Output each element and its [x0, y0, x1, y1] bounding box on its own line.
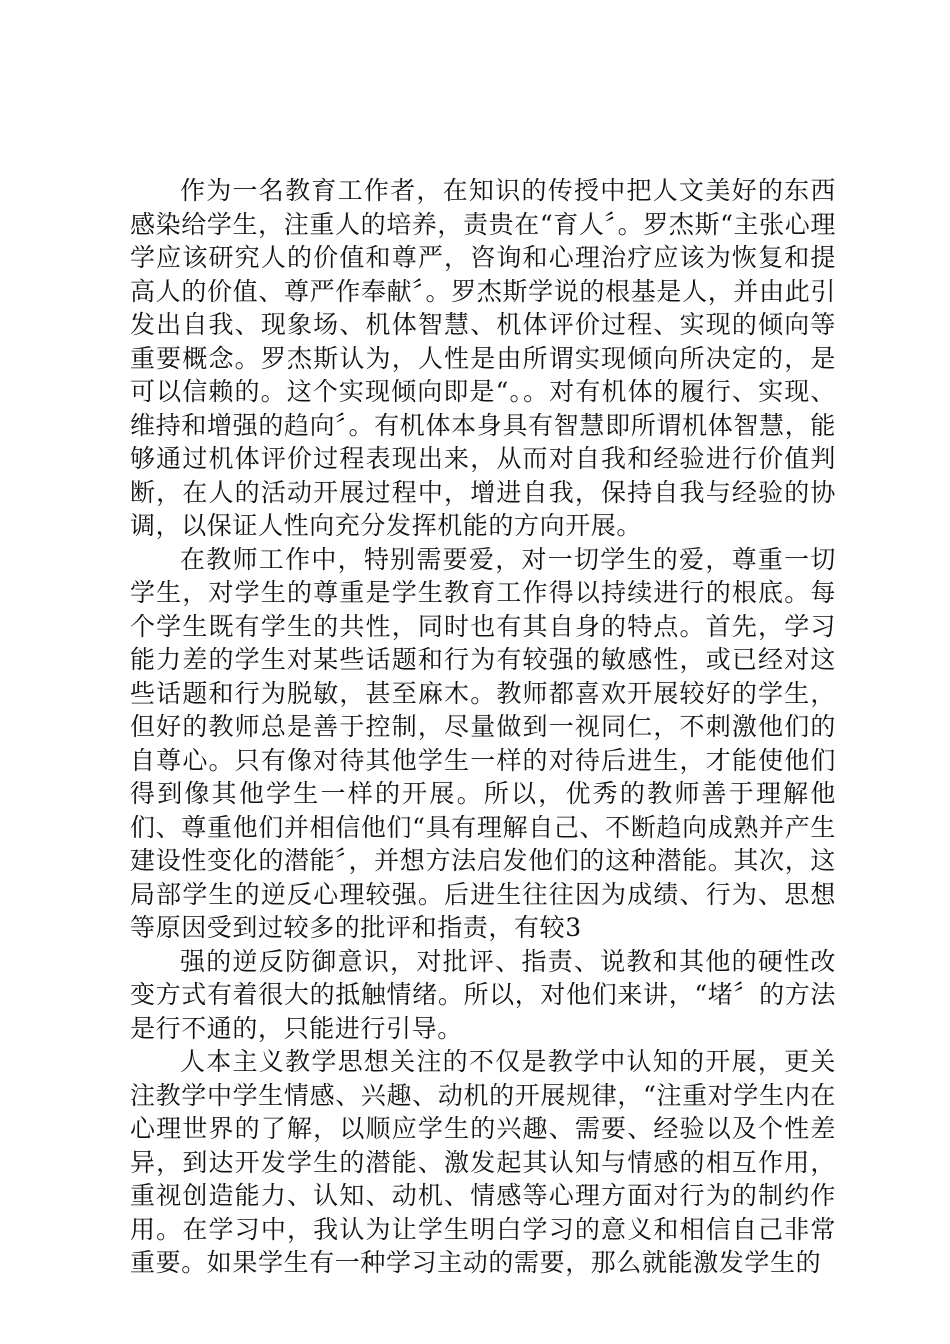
document-body — [130, 174, 836, 1280]
paragraph-1: 作为一名教育工作者，在知识的传授中把人文美好的东西感染给学生，注重人的培养，责贵在“育人〞。罗杰斯“主张心理学应该研究人的价值和尊严，咨询和心理治疗应该为恢复和提高人的价值、尊严作奉献〞。罗杰斯学说的根基是人，并由此引发出自我、现象场、机体智慧、机体评价过程、实现的倾向等重要概念。罗杰斯认为，人性是由所谓实现倾向所决定的，是可以信赖的。这个实现倾向即是“。。对有机体的履行、实现、维持和增强的趋向〞。有机体本身具有智慧即所谓机体智慧，能够通过机体评价过程表现出来，从而对自我和经验进行价值判断，在人的活动开展过程中，增进自我，保持自我与经验的协调，以保证人性向充分发挥机能的方向开展。 — [130, 176, 836, 540]
paragraph-2: 在教师工作中，特别需要爱，对一切学生的爱，尊重一切学生，对学生的尊重是学生教育工作得以持续进行的根底。每个学生既有学生的共性，同时也有其自身的特点。首先，学习能力差的学生对某些话题和行为有较强的敏感性，或已经对这些话题和行为脱敏，甚至麻木。教师都喜欢开展较好的学生，但好的教师总是善于控制，尽量做到一视同仁，不刺激他们的自尊心。只有像对待其他学生一样的对待后进生，才能使他们得到像其他学生一样的开展。所以，优秀的教师善于理解他们、尊重他们并相信他们“具有理解自己、不断趋向成熟并产生建设性变化的潜能〞，并想方法启发他们的这种潜能。其次，这局部学生的逆反心理较强。后进生往往因为成绩、行为、思想等原因受到过较多的批评和指责，有较3 — [130, 544, 836, 942]
paragraph-4: 人本主义教学思想关注的不仅是教学中认知的开展，更关注教学中学生情感、兴趣、动机的开展规律，“注重对学生内在心理世界的了解，以顺应学生的兴趣、需要、经验以及个性差异，到达开发学生的潜能、激发起其认知与情感的相互作用，重视创造能力、认知、动机、情感等心理方面对行为的制约作用。在学习中，我认为让学生明白学习的意义和相信自己非常重要。如果学生有一种学习主动的需要，那么就能激发学生的 — [130, 1047, 836, 1277]
paragraph-3: 强的逆反防御意识，对批评、指责、说教和其他的硬性改变方式有着很大的抵触情绪。所以，对他们来讲，“堵〞的方法是行不通的，只能进行引导。 — [130, 946, 836, 1043]
